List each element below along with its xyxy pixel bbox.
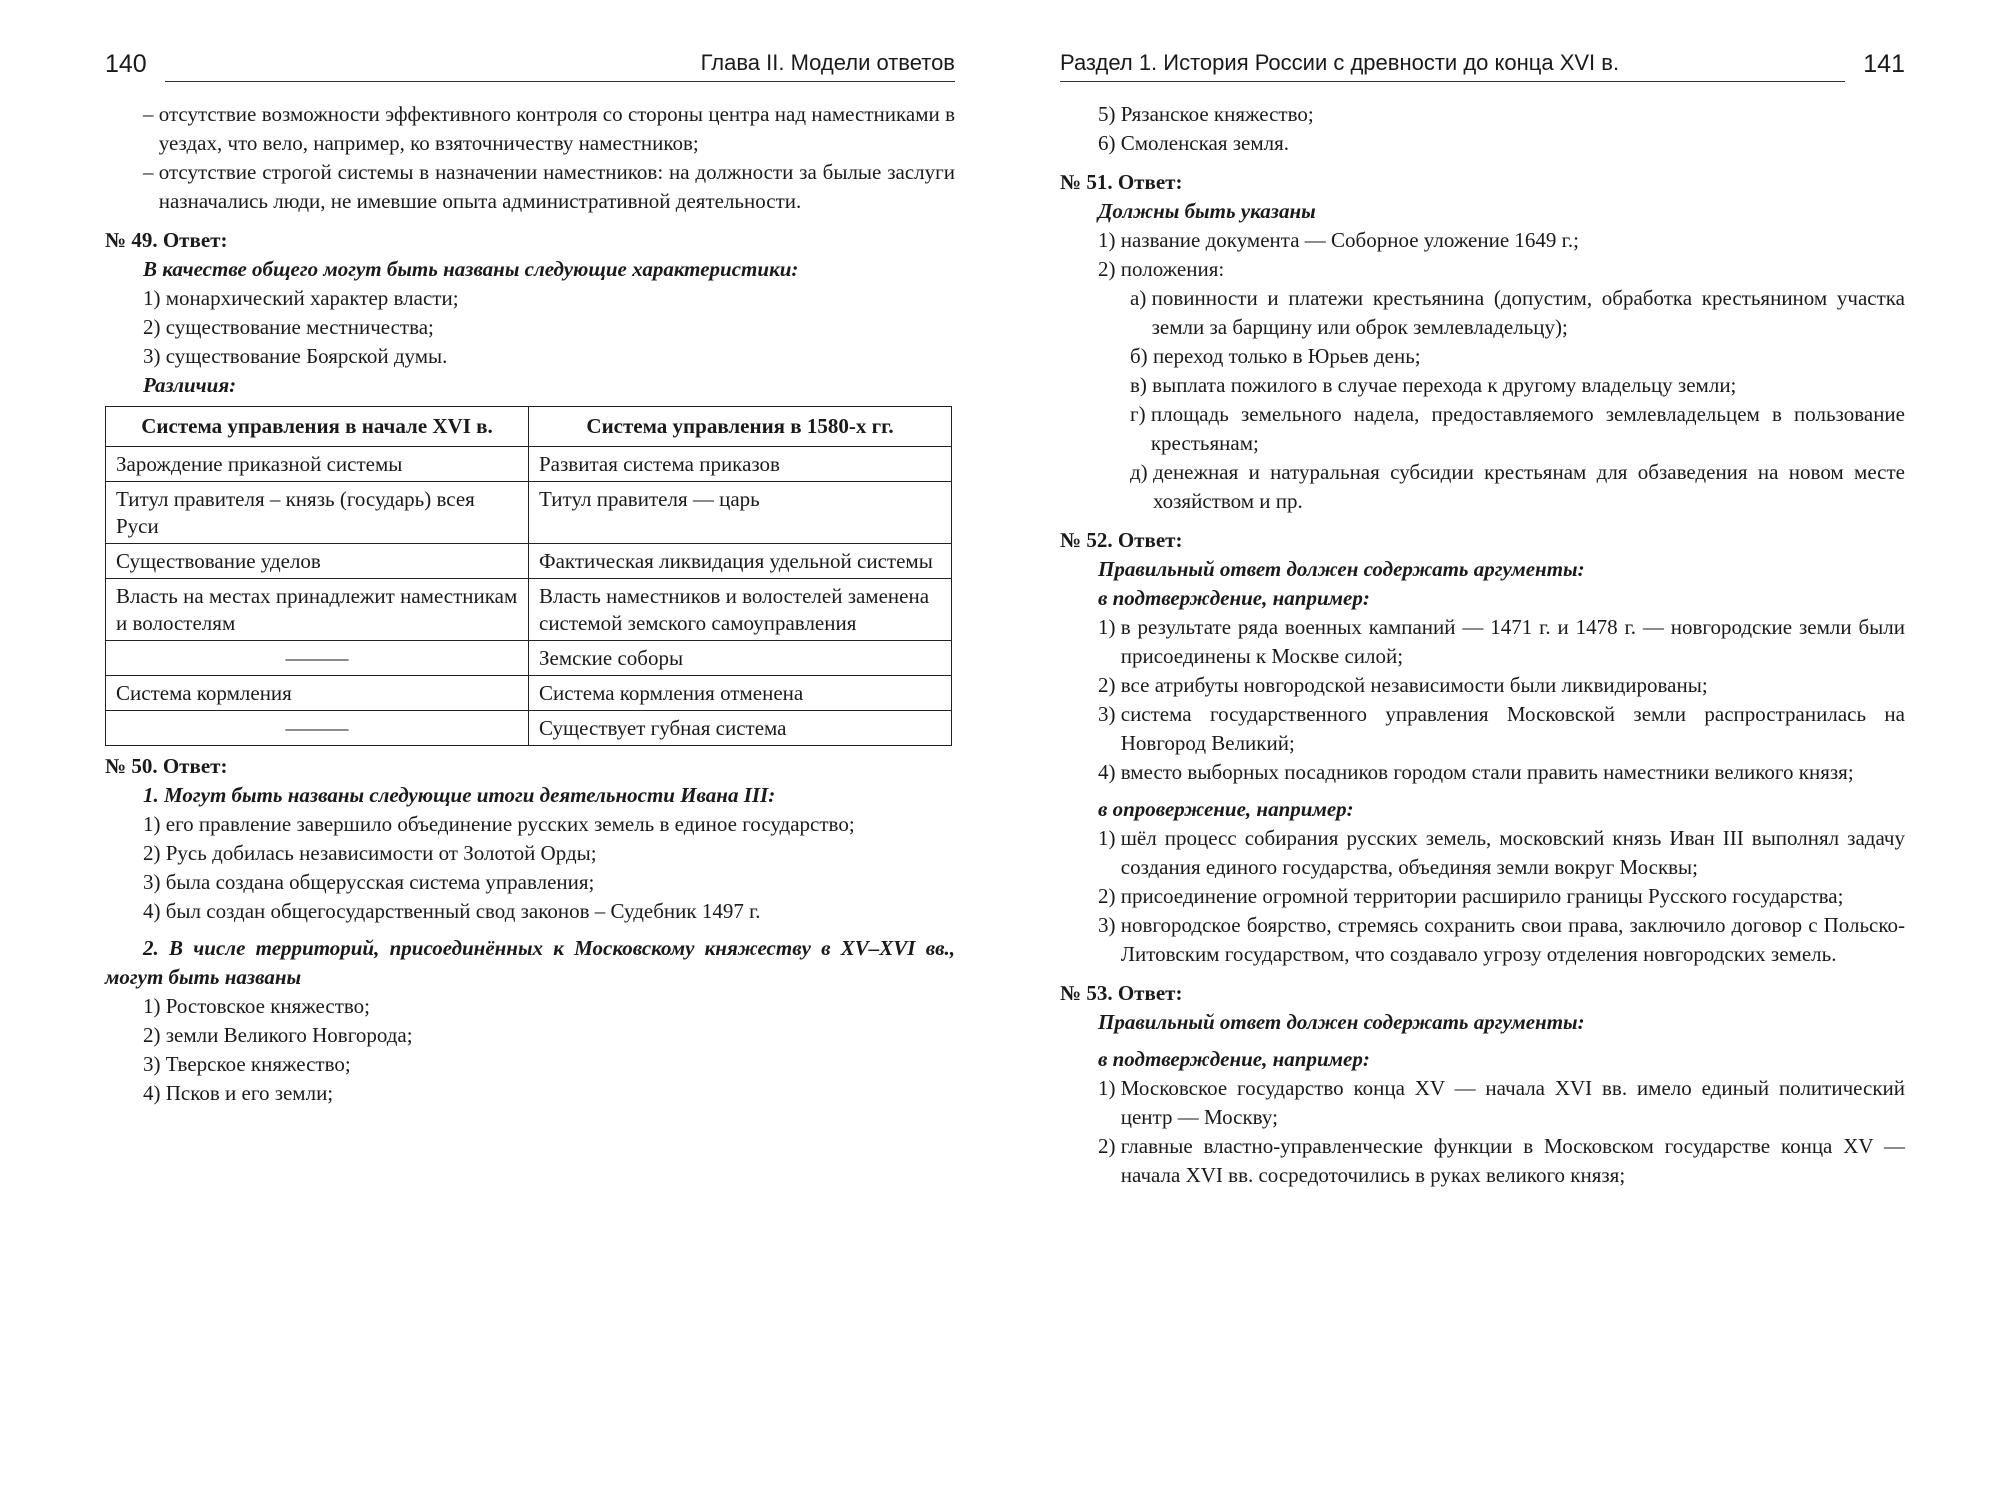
item-text: существование Боярской думы. xyxy=(165,344,448,368)
item-marker: 3) xyxy=(143,1052,166,1076)
q49-list xyxy=(105,284,955,371)
item-marker: 1) xyxy=(143,286,166,310)
table-cell: Развитая система приказов xyxy=(529,447,952,482)
list-item xyxy=(1098,882,1905,911)
left-page-body xyxy=(105,100,955,1108)
list-item xyxy=(1130,400,1905,458)
list-item xyxy=(143,810,955,839)
table-cell: ——— xyxy=(106,641,529,676)
item-text: существование местничества; xyxy=(165,315,434,339)
intro-list xyxy=(105,100,955,216)
item-marker: 1) xyxy=(1098,826,1121,850)
list-item xyxy=(1098,1132,1905,1190)
item-marker: 1) xyxy=(143,812,166,836)
item-text: вместо выборных посадников городом стали править наместники великого князя; xyxy=(1120,760,1854,784)
item-text: отсутствие строгой системы в назначении наместников: на должности за былые заслуги назначались люди, не имевшие опыта административной деятельности. xyxy=(158,160,955,213)
q50-list-1 xyxy=(105,810,955,926)
q49-heading: № 49. Ответ: xyxy=(105,228,228,252)
table-row xyxy=(106,579,952,641)
list-item xyxy=(1098,671,1905,700)
list-item xyxy=(1130,342,1905,371)
item-text: Московское государство конца XV — начала XVI вв. имело единый политический центр — Москву; xyxy=(1120,1076,1905,1129)
q52-lead: Правильный ответ должен содержать аргументы: xyxy=(1098,557,1585,581)
item-text: повинности и платежи крестьянина (допустим, обработка крестьянином участка земли за барщину или оброк землевладельцу); xyxy=(1151,286,1905,339)
list-item xyxy=(143,897,955,926)
list-item xyxy=(143,1021,955,1050)
table-cell: Существует губная система xyxy=(529,711,952,746)
table-cell: Титул правителя — царь xyxy=(529,482,952,544)
table-cell: ——— xyxy=(106,711,529,746)
list-item xyxy=(1130,458,1905,516)
table-cell: Титул правителя – князь (государь) всея Руси xyxy=(106,482,529,544)
item-text: шёл процесс собирания русских земель, московский князь Иван III выполнял задачу создания единого государства, объединяя земли вокруг Москвы; xyxy=(1120,826,1905,879)
table-cell: Власть на местах принадлежит наместникам и волостелям xyxy=(106,579,529,641)
item-marker: 2) xyxy=(1098,884,1121,908)
q51-sublist xyxy=(1060,284,1905,516)
item-marker: 2) xyxy=(1098,1134,1121,1158)
left-header-rule xyxy=(165,81,955,82)
table-row xyxy=(106,447,952,482)
table-row xyxy=(106,544,952,579)
q50-heading: № 50. Ответ: xyxy=(105,754,228,778)
item-marker: 2) xyxy=(143,841,166,865)
item-marker: 1) xyxy=(1098,615,1121,639)
table-row xyxy=(106,711,952,746)
list-item xyxy=(1098,226,1905,255)
item-text: Рязанское княжество; xyxy=(1120,102,1314,126)
q52-refute-list xyxy=(1060,824,1905,969)
item-marker: 2) xyxy=(1098,673,1121,697)
item-marker: 3) xyxy=(1098,702,1121,726)
list-item xyxy=(143,100,955,158)
item-text: отсутствие возможности эффективного контроля со стороны центра над наместниками в уездах, что вело, например, ко взяточничеству наместников; xyxy=(158,102,955,155)
q50-lead-1: 1. Могут быть названы следующие итоги деятельности Ивана III: xyxy=(143,783,776,807)
table-cell: Система кормления отменена xyxy=(529,676,952,711)
list-item xyxy=(143,284,955,313)
item-marker: 2) xyxy=(143,1023,166,1047)
right-page xyxy=(1060,0,1905,1490)
list-item xyxy=(143,992,955,1021)
item-marker: 3) xyxy=(143,870,166,894)
right-page-number: 141 xyxy=(1863,50,1905,78)
q50-list-2 xyxy=(105,992,955,1108)
table-row xyxy=(106,641,952,676)
item-text: новгородское боярство, стремясь сохранить свои права, заключило договор с Польско-Литовским государством, что создавало угрозу отделения новгородских земель. xyxy=(1120,913,1905,966)
list-item xyxy=(1098,758,1905,787)
item-marker: – xyxy=(143,160,159,184)
item-marker: г) xyxy=(1130,402,1151,426)
q51-list xyxy=(1060,226,1905,284)
list-item xyxy=(143,1050,955,1079)
q53-lead: Правильный ответ должен содержать аргументы: xyxy=(1098,1010,1585,1034)
item-marker: 4) xyxy=(1098,760,1121,784)
item-marker: 5) xyxy=(1098,102,1121,126)
item-text: была создана общерусская система управления; xyxy=(165,870,595,894)
list-item xyxy=(1098,100,1905,129)
item-text: монархический характер власти; xyxy=(165,286,459,310)
table-cell: Фактическая ликвидация удельной системы xyxy=(529,544,952,579)
left-page-number: 140 xyxy=(105,50,147,78)
q52-refute-label: в опровержение, например: xyxy=(1098,797,1354,821)
item-text: переход только в Юрьев день; xyxy=(1152,344,1421,368)
item-marker: а) xyxy=(1130,286,1152,310)
list-item xyxy=(143,839,955,868)
item-marker: 6) xyxy=(1098,131,1121,155)
list-item xyxy=(1098,613,1905,671)
q53-heading: № 53. Ответ: xyxy=(1060,981,1183,1005)
item-marker: 1) xyxy=(1098,1076,1121,1100)
item-text: главные властно-управленческие функции в Московском государстве конца XV — начала XVI вв. сосредоточились в руках великого князя; xyxy=(1120,1134,1905,1187)
item-text: присоединение огромной территории расширило границы Русского государства; xyxy=(1120,884,1844,908)
q49-lead: В качестве общего могут быть названы следующие характеристики: xyxy=(143,257,799,281)
list-item xyxy=(1098,1074,1905,1132)
item-marker: 3) xyxy=(143,344,166,368)
item-marker: 4) xyxy=(143,899,166,923)
item-marker: 1) xyxy=(1098,228,1121,252)
item-text: все атрибуты новгородской независимости были ликвидированы; xyxy=(1120,673,1708,697)
right-header-title: Раздел 1. История России с древности до конца XVI в. xyxy=(1060,50,1620,75)
column-header: Система управления в начале XVI в. xyxy=(106,407,529,447)
q50-lead-2: 2. В числе территорий, присоединённых к Московскому княжеству в XV–XVI вв., могут быть названы xyxy=(105,936,955,989)
q53-confirm-list xyxy=(1060,1074,1905,1190)
item-text: Смоленская земля. xyxy=(1120,131,1290,155)
item-text: Русь добилась независимости от Золотой Орды; xyxy=(165,841,597,865)
table-row xyxy=(106,676,952,711)
left-page xyxy=(105,0,955,1490)
item-text: денежная и натуральная субсидии крестьянам для обзаведения на новом месте хозяйством и пр. xyxy=(1152,460,1905,513)
item-marker: 4) xyxy=(143,1081,166,1105)
item-text: система государственного управления Московской земли распространилась на Новгород Великий; xyxy=(1120,702,1905,755)
left-running-header xyxy=(105,0,955,78)
item-text: выплата пожилого в случае перехода к другому владельцу земли; xyxy=(1152,373,1737,397)
item-text: Ростовское княжество; xyxy=(165,994,371,1018)
item-marker: 2) xyxy=(1098,257,1121,281)
list-item xyxy=(143,868,955,897)
table-cell: Земские соборы xyxy=(529,641,952,676)
right-header-rule xyxy=(1060,81,1845,82)
item-text: земли Великого Новгорода; xyxy=(165,1023,413,1047)
list-item xyxy=(143,1079,955,1108)
table-cell: Существование уделов xyxy=(106,544,529,579)
list-item xyxy=(1098,700,1905,758)
item-text: положения: xyxy=(1120,257,1225,281)
q52-confirm-list xyxy=(1060,613,1905,787)
left-header-title: Глава II. Модели ответов xyxy=(700,50,955,75)
item-text: Тверское княжество; xyxy=(165,1052,351,1076)
item-text: в результате ряда военных кампаний — 1471 г. и 1478 г. — новгородские земли были присоединены к Москве силой; xyxy=(1120,615,1905,668)
list-item xyxy=(1098,255,1905,284)
list-item xyxy=(1098,824,1905,882)
item-marker: б) xyxy=(1130,344,1153,368)
q49-differences-label: Различия: xyxy=(143,373,237,397)
list-item xyxy=(1098,129,1905,158)
item-marker: 1) xyxy=(143,994,166,1018)
table-cell: Зарождение приказной системы xyxy=(106,447,529,482)
list-item xyxy=(143,313,955,342)
q52-confirm-label: в подтверждение, например: xyxy=(1098,586,1370,610)
item-marker: в) xyxy=(1130,373,1153,397)
q51-lead: Должны быть указаны xyxy=(1098,199,1316,223)
item-text: название документа — Соборное уложение 1649 г.; xyxy=(1120,228,1579,252)
table-cell: Система кормления xyxy=(106,676,529,711)
table-header-row xyxy=(106,407,952,447)
item-text: его правление завершило объединение русских земель в единое государство; xyxy=(165,812,855,836)
list-item xyxy=(1098,911,1905,969)
list-item xyxy=(1130,371,1905,400)
item-marker: – xyxy=(143,102,159,126)
q50-list-2-continued xyxy=(1060,100,1905,158)
table-row xyxy=(106,482,952,544)
table-cell: Власть наместников и волостелей заменена системой земского самоуправления xyxy=(529,579,952,641)
list-item xyxy=(143,342,955,371)
q51-heading: № 51. Ответ: xyxy=(1060,170,1183,194)
list-item xyxy=(1130,284,1905,342)
list-item xyxy=(143,158,955,216)
right-page-body xyxy=(1060,100,1905,1190)
comparison-table xyxy=(105,406,952,746)
item-marker: д) xyxy=(1130,460,1153,484)
item-marker: 3) xyxy=(1098,913,1121,937)
item-marker: 2) xyxy=(143,315,166,339)
item-text: Псков и его земли; xyxy=(165,1081,334,1105)
item-text: был создан общегосударственный свод законов – Судебник 1497 г. xyxy=(165,899,761,923)
item-text: площадь земельного надела, предоставляемого землевладельцем в пользование крестьянам; xyxy=(1150,402,1905,455)
column-header: Система управления в 1580-х гг. xyxy=(529,407,952,447)
right-running-header xyxy=(1060,0,1905,78)
q53-confirm-label: в подтверждение, например: xyxy=(1098,1047,1370,1071)
q52-heading: № 52. Ответ: xyxy=(1060,528,1183,552)
